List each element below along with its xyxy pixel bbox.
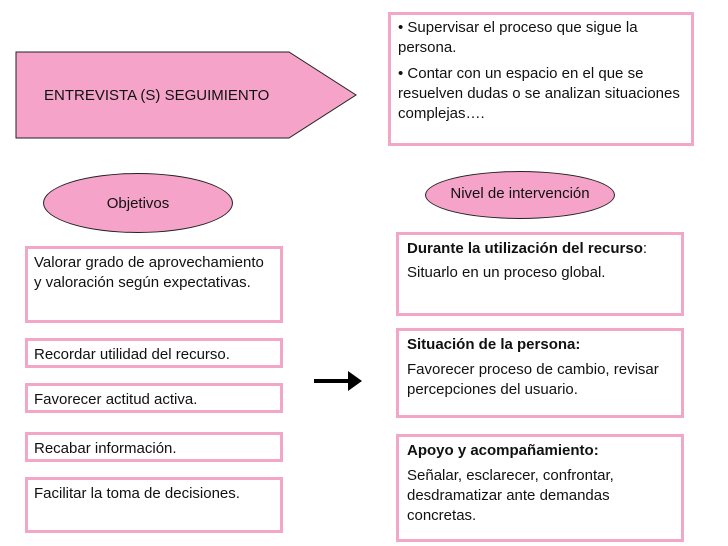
objetivo-text: Facilitar la toma de decisiones. xyxy=(34,485,240,502)
page-title: ENTREVISTA (S) SEGUIMIENTO xyxy=(44,87,270,104)
objetivos-label: Objetivos xyxy=(106,194,170,212)
objetivo-text: Recabar información. xyxy=(34,440,177,457)
nivel-text: Situarlo en un proceso global. xyxy=(407,264,606,281)
purpose-bullet: • Supervisar el proceso que sigue la persona. xyxy=(398,19,638,56)
purpose-box xyxy=(388,12,694,146)
nivel-title-suffix: : xyxy=(642,240,648,257)
objetivo-text: Recordar utilidad del recurso. xyxy=(34,346,230,363)
right-arrow-icon xyxy=(312,368,364,394)
nivel-label: Nivel de intervención xyxy=(450,184,590,202)
nivel-text: Señalar, esclarecer, confrontar, desdramatizar ante demandas concretas. xyxy=(407,467,614,524)
nivel-text: Favorecer proceso de cambio, revisar percepciones del usuario. xyxy=(407,361,659,398)
objetivo-item xyxy=(25,246,283,323)
objetivo-item xyxy=(25,338,283,368)
nivel-item xyxy=(396,434,684,542)
objetivo-text: Favorecer actitud activa. xyxy=(34,391,198,408)
nivel-title: Durante la utilización del recurso xyxy=(407,240,643,257)
nivel-title: Apoyo y acompañamiento: xyxy=(407,442,599,459)
objetivo-text: Valorar grado de aprovechamiento y valoración según expectativas. xyxy=(34,254,264,291)
purpose-bullet: • Contar con un espacio en el que se resuelven dudas o se analizan situaciones complejas…. xyxy=(398,65,680,122)
nivel-item xyxy=(396,232,684,316)
nivel-title: Situación de la persona: xyxy=(407,336,581,353)
objetivos-oval xyxy=(43,173,233,233)
nivel-oval xyxy=(425,171,615,219)
objetivo-item xyxy=(25,477,283,533)
objetivo-item xyxy=(25,383,283,413)
objetivo-item xyxy=(25,432,283,462)
nivel-item xyxy=(396,328,684,418)
title-shape xyxy=(14,50,359,140)
